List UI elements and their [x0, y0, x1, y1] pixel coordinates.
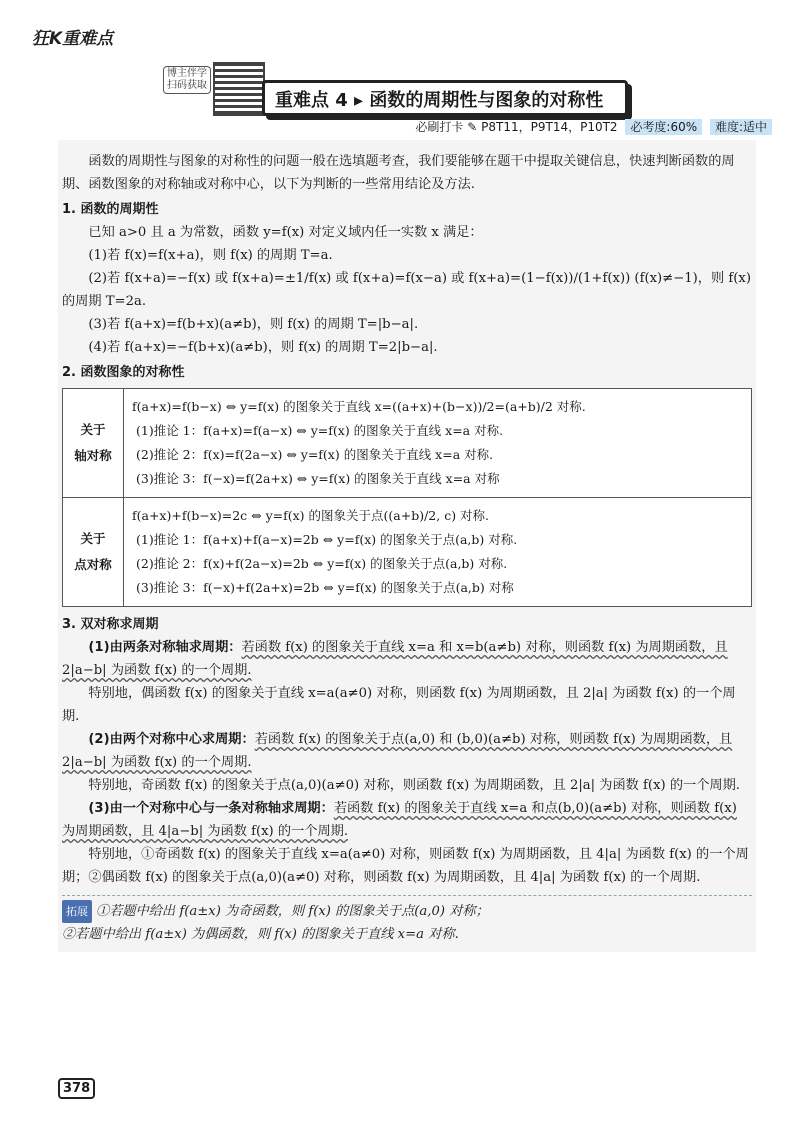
meta-row: [415, 118, 772, 135]
case-2-title: (2)由两个对称中心求周期：: [88, 732, 255, 747]
periodicity-lead: 已知 a>0 且 a 为常数，函数 y=f(x) 对定义域内任一实数 x 满足：: [88, 225, 483, 240]
case-3-body: 若函数 f(x) 的图象关于直线 x=a 和点(b,0)(a≠b) 对称，则函数 f(x) 为周期函数，且 4|a−b| 为函数 f(x) 的一个周期.: [62, 801, 737, 839]
content-panel: [58, 140, 756, 952]
intro-paragraph: 函数的周期性与图象的对称性的问题一般在选填题考查，我们要能够在题干中提取关键信息，快速判断函数的周期、函数图象的对称轴或对称中心，以下为判断的一些常用结论及方法.: [62, 154, 735, 192]
axis-corollary: (3)推论 3：f(−x)=f(2a+x) ⇔ y=f(x) 的图象关于直线 x=a 对称: [136, 471, 500, 486]
case-1-body: 若函数 f(x) 的图象关于直线 x=a 和 x=b(a≠b) 对称，则函数 f(x) 为周期函数，且 2|a−b| 为函数 f(x) 的一个周期.: [62, 640, 728, 678]
point-corollary: (1)推论 1：f(a+x)+f(a−x)=2b ⇔ y=f(x) 的图象关于点(a,b) 对称.: [136, 532, 518, 547]
case-2-body: 若函数 f(x) 的图象关于点(a,0) 和 (b,0)(a≠b) 对称，则函数 f(x) 为周期函数，且 2|a−b| 为函数 f(x) 的一个周期.: [62, 732, 733, 770]
section-heading-periodicity: 1. 函数的周期性: [62, 202, 159, 217]
section-heading-symmetry: 2. 函数图象的对称性: [62, 365, 185, 380]
case-1-special: 特别地，偶函数 f(x) 的图象关于直线 x=a(a≠0) 对称，则函数 f(x) 为周期函数，且 2|a| 为函数 f(x) 的一个周期.: [62, 686, 736, 724]
table-row: [63, 389, 752, 498]
pencil-icon: ✎: [467, 120, 478, 134]
extension-line-1: ①若题中给出 f(a±x) 为奇函数，则 f(x) 的图象关于点(a,0) 对称；: [96, 904, 489, 919]
periodicity-item: (1)若 f(x)=f(x+a)，则 f(x) 的周期 T=a.: [88, 248, 333, 263]
case-3-special: 特别地，①奇函数 f(x) 的图象关于直线 x=a(a≠0) 对称，则函数 f(x) 为周期函数，且 4|a| 为函数 f(x) 的一个周期；②偶函数 f(x) 的图象关于点(a,0)(a≠0) 对称，则函数 f(x) 为周期函数，且 4|a| 为函数 f(x) 的一个周期.: [62, 847, 749, 885]
meta-prefix: 必刷打卡: [415, 120, 464, 134]
case-1-title: (1)由两条对称轴求周期：: [88, 640, 242, 655]
axis-corollary: (1)推论 1：f(a+x)=f(a−x) ⇔ y=f(x) 的图象关于直线 x=a 对称.: [136, 423, 504, 438]
periodicity-item: (4)若 f(a+x)=−f(b+x)(a≠b)，则 f(x) 的周期 T=2|b−a|.: [88, 340, 438, 355]
table-row: [63, 498, 752, 607]
qr-code-block: [163, 62, 263, 118]
axis-rule: f(a+x)=f(b−x) ⇔ y=f(x) 的图象关于直线 x=((a+x)+(b−x))/2=(a+b)/2 对称.: [132, 399, 586, 414]
point-corollary: (2)推论 2：f(x)+f(2a−x)=2b ⇔ y=f(x) 的图象关于点(a,b) 对称.: [136, 556, 508, 571]
brand-logo: 狂K重难点: [32, 29, 114, 49]
extension-badge: 拓展: [62, 900, 92, 923]
periodicity-item: (3)若 f(a+x)=f(b+x)(a≠b)，则 f(x) 的周期 T=|b−a|.: [88, 317, 419, 332]
qr-code-icon: [213, 62, 265, 116]
qr-label: 博主伴学 扫码获取: [163, 66, 211, 94]
extension-note: [62, 895, 752, 946]
double-symmetry-case-2: [62, 728, 752, 774]
section-heading-double-symmetry: 3. 双对称求周期: [62, 617, 159, 632]
section-title-banner: [262, 80, 628, 116]
axis-corollary: (2)推论 2：f(x)=f(2a−x) ⇔ y=f(x) 的图象关于直线 x=a 对称.: [136, 447, 494, 462]
double-symmetry-case-1: [62, 636, 752, 682]
meta-difficulty: 难度:适中: [710, 119, 772, 135]
extension-line-2: ②若题中给出 f(a±x) 为偶函数，则 f(x) 的图象关于直线 x=a 对称.: [62, 927, 459, 942]
axis-symmetry-cell: [124, 389, 752, 498]
page-title: 重难点 4 ▸ 函数的周期性与图象的对称性: [275, 90, 604, 111]
symmetry-table: [62, 388, 752, 607]
meta-refs: P8T11，P9T14，P10T2: [481, 120, 618, 134]
page-number: 378: [58, 1078, 95, 1099]
double-symmetry-case-3: [62, 797, 752, 843]
case-2-special: 特别地，奇函数 f(x) 的图象关于点(a,0)(a≠0) 对称，则函数 f(x) 为周期函数，且 2|a| 为函数 f(x) 的一个周期.: [88, 778, 740, 793]
periodicity-item: (2)若 f(x+a)=−f(x) 或 f(x+a)=±1/f(x) 或 f(x+a)=f(x−a) 或 f(x+a)=(1−f(x))/(1+f(x)) (f(x)≠−1)，则 f(x) 的周期 T=2a.: [62, 271, 751, 309]
point-corollary: (3)推论 3：f(−x)+f(2a+x)=2b ⇔ y=f(x) 的图象关于点(a,b) 对称: [136, 580, 514, 595]
meta-rate: 必考度:60%: [625, 119, 702, 135]
point-symmetry-cell: [124, 498, 752, 607]
case-3-title: (3)由一个对称中心与一条对称轴求周期：: [88, 801, 334, 816]
point-rule: f(a+x)+f(b−x)=2c ⇔ y=f(x) 的图象关于点((a+b)/2, c) 对称.: [132, 508, 490, 523]
axis-symmetry-header: 关于 轴对称: [63, 389, 124, 498]
point-symmetry-header: 关于 点对称: [63, 498, 124, 607]
